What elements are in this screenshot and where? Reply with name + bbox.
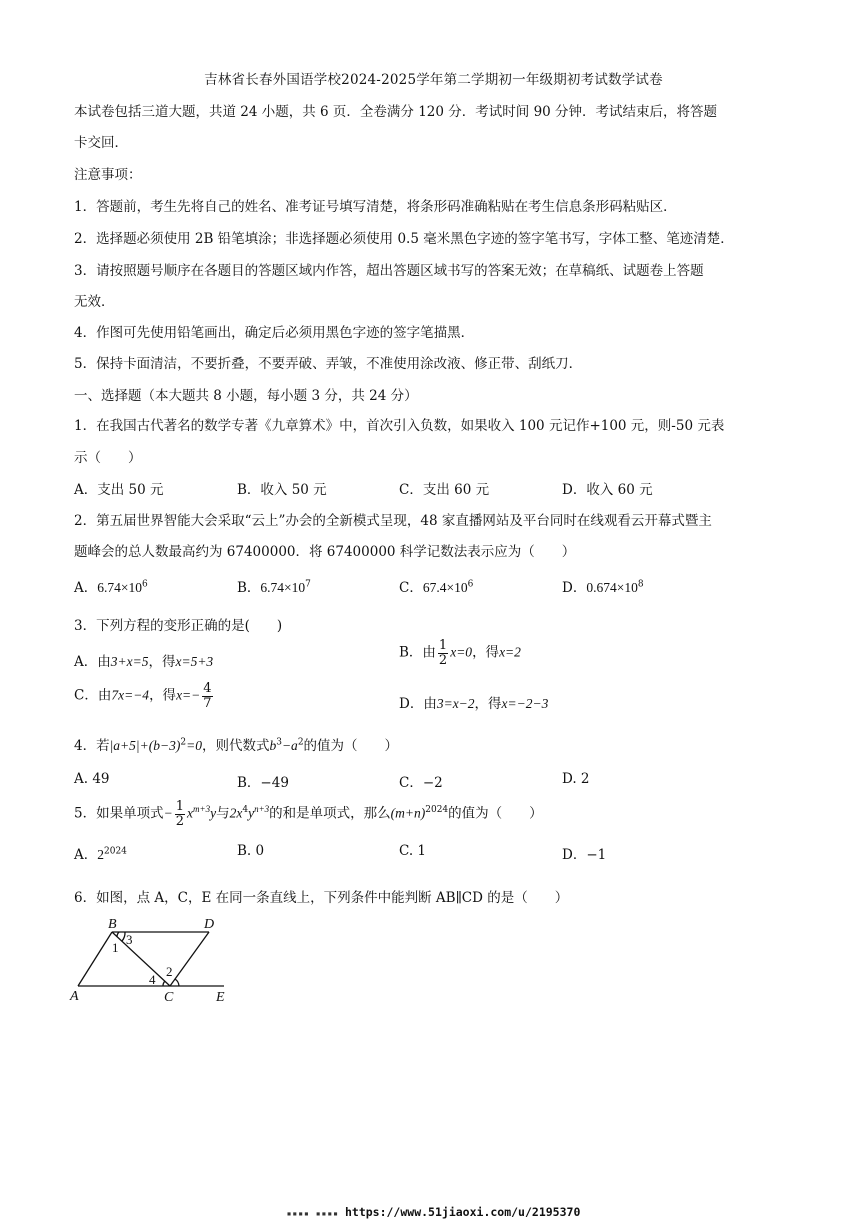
q1-option-c: C．支出 60 元	[399, 482, 490, 498]
notes-heading: 注意事项：	[74, 167, 142, 183]
q5-option-d: D．−1	[562, 847, 607, 863]
q4-option-b: B．−49	[237, 775, 289, 791]
question-1-stem-cont: 示（ ）	[74, 450, 142, 466]
note-item: 1．答题前，考生先将自己的姓名、准考证号填写清楚，将条形码准确粘贴在考生信息条形码粘贴区．	[74, 199, 677, 215]
q5-option-a: A．$2^{2024}$	[74, 846, 127, 863]
q5-option-b: B. 0	[237, 843, 265, 859]
q2-option-c: C．$67.4\times 10^6$	[399, 579, 474, 596]
angle-mark-2	[175, 979, 179, 986]
angle-mark-4	[163, 981, 165, 986]
note-item: 4．作图可先使用铅笔画出，确定后必须用黑色字迹的签字笔描黑．	[74, 325, 475, 341]
q3-option-a: A．由3+x=5，得x=5+3	[74, 654, 214, 670]
footer-logo: ▪▪▪▪ ▪▪▪▪	[286, 1209, 339, 1218]
q4-option-a: A. 49	[74, 771, 110, 787]
geometry-figure	[66, 912, 241, 1007]
q1-option-d: D．收入 60 元	[562, 482, 653, 498]
segment-ba	[78, 932, 112, 986]
q3-option-b: B．由 $\frac{1}{2}$ x=0，得x=2	[399, 638, 521, 668]
angle-mark-1	[117, 932, 119, 937]
intro-line-1: 本试卷包括三道大题，共道 24 小题，共 6 页．全卷满分 120 分．考试时间 90 分钟．考试结束后，将答题	[74, 104, 718, 120]
q2-option-a: A．$6.74\times 10^6$	[74, 579, 148, 596]
q1-option-a: A．支出 50 元	[74, 482, 164, 498]
angle-label-1: 1	[112, 940, 119, 955]
footer-url[interactable]: https://www.51jiaoxi.com/u/2195370	[344, 1205, 581, 1219]
angle-label-4: 4	[149, 972, 156, 987]
question-2-stem: 2．第五届世界智能大会采取“云上”办会的全新模式呈现，48 家直播网站及平台同时在线观看云开幕式暨主	[74, 513, 712, 529]
q2-option-b: B．$6.74\times 10^7$	[237, 579, 311, 596]
label-c: C	[164, 990, 174, 1005]
question-1-stem: 1．在我国古代著名的数学专著《九章算术》中，首次引入负数，如果收入 100 元记作+100 元，则-50 元表	[74, 418, 725, 434]
segment-bc	[112, 932, 170, 986]
label-e: E	[216, 990, 225, 1005]
label-a: A	[70, 989, 79, 1004]
q3-option-c: C．由7x=−4，得x=− $\frac{4}{7}$	[74, 681, 212, 711]
q4-option-c: C．−2	[399, 775, 443, 791]
label-d: D	[204, 917, 215, 932]
angle-label-2: 2	[166, 964, 173, 979]
angle-label-3: 3	[126, 932, 133, 947]
page-footer	[0, 1205, 867, 1219]
q3-option-d: D．由3=x−2，得x=−2−3	[399, 696, 549, 712]
q5-option-c: C. 1	[399, 843, 427, 859]
q1-option-b: B．收入 50 元	[237, 482, 327, 498]
angle-mark-3	[122, 932, 125, 941]
q2-option-d: D．$0.674\times 10^8$	[562, 579, 644, 596]
label-b: B	[108, 917, 117, 932]
exam-title: 吉林省长春外国语学校2024-2025学年第二学期初一年级期初考试数学试卷	[204, 72, 663, 88]
intro-line-2: 卡交回．	[74, 135, 128, 151]
question-3-stem: 3．下列方程的变形正确的是( )	[74, 618, 283, 634]
note-item: 3．请按照题号顺序在各题目的答题区域内作答，超出答题区域书写的答案无效；在草稿纸、试题卷上答题	[74, 263, 704, 279]
note-item: 5．保持卡面清洁，不要折叠，不要弄破、弄皱，不准使用涂改液、修正带、刮纸刀．	[74, 356, 583, 372]
question-2-stem-cont: 题峰会的总人数最高约为 67400000．将 67400000 科学记数法表示应为（ ）	[74, 544, 576, 560]
question-6-stem: 6．如图，点 A，C，E 在同一条直线上，下列条件中能判断 AB∥CD 的是（ ）	[74, 890, 569, 906]
segment-dc	[170, 932, 209, 986]
note-item: 2．选择题必须使用 2B 铅笔填涂；非选择题必须使用 0.5 毫米黑色字迹的签字笔书写，字体工整、笔迹清楚．	[74, 231, 734, 247]
question-5-stem: 5．如果单项式− $\frac{1}{2}$ $x^{m+3}y$与$2x^4y^{n+3}$的和是单项式，那么$(m+n)^{2024}$的值为（ ）	[74, 799, 543, 829]
q4-option-d: D. 2	[562, 771, 590, 787]
question-4-stem: 4．若$|a+5|+(b-3)^2=0$，则代数式$b^3-a^2$的值为（ ）	[74, 737, 399, 754]
note-item: 无效．	[74, 294, 115, 310]
section-heading: 一、选择题（本大题共 8 小题，每小题 3 分，共 24 分）	[74, 388, 418, 404]
